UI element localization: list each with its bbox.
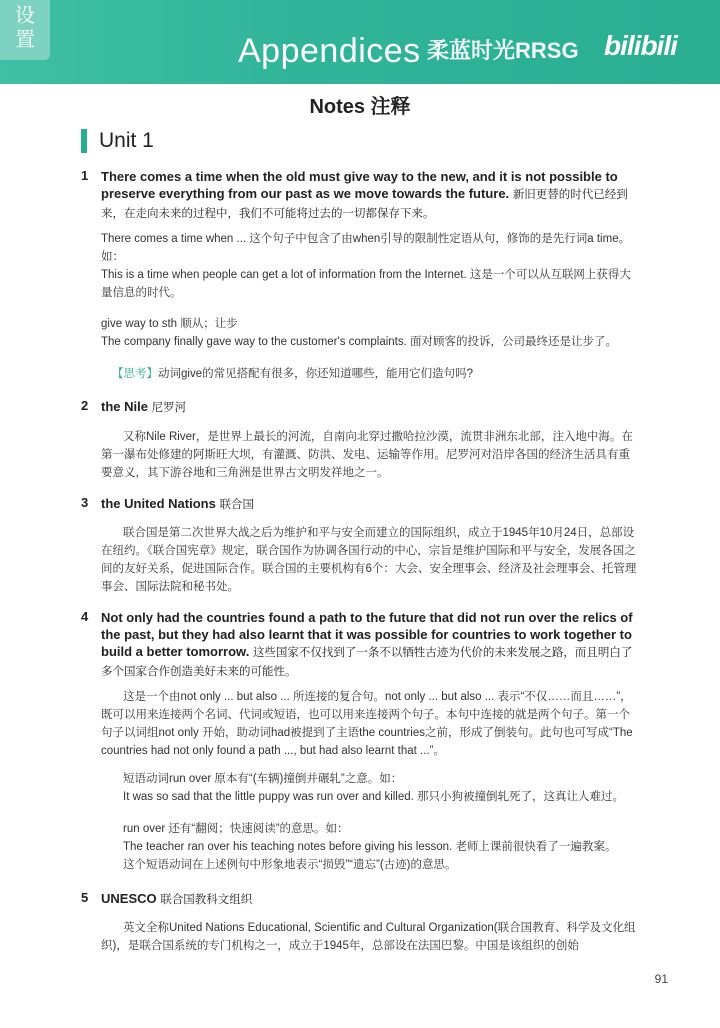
note-number: 1 [81,168,89,183]
note-1-para-1: There comes a time when ... 这个句子中包含了由when引导的限制性定语从句，修饰的是先行词a time。如： [101,233,631,263]
note-4-para-5: The teacher ran over his teaching notes before giving his lesson. 老师上课前很快看了一遍教案。 [123,841,617,853]
unit-heading [81,128,154,154]
note-heading-en: Not only had the countries found a path to the future that did not run over the relics of the past, but they had also learnt that it was possible for countries to work together to build a better tomorrow. [101,610,633,659]
corner-tab-char-2: 置 [15,29,35,51]
note-heading [101,168,641,223]
note-1-para-2: This is a time when people can get a lot of information from the Internet. 这是一个可以从互联网上获得大量信息的时代。 [101,269,631,299]
note-2 [81,398,641,417]
note-1-para-3: give way to sth 顺从；让步 [101,318,238,330]
note-1 [81,168,641,223]
page-number: 91 [654,972,668,986]
note-heading-cn: 联合国教科文组织 [160,894,253,906]
note-2-para-1: 又称Nile River，是世界上最长的河流，自南向北穿过撒哈拉沙漠，流贯非洲东北部，注入地中海。在第一瀑布处修建的阿斯旺大坝，有灌溉、防洪、发电、运输等作用。尼罗河对沿岸各国的经济生活具有重要意义，其下游谷地和三角洲是世界古文明发祥地之一。 [101,431,633,479]
note-4-para-2: 短语动词run over 原本有“(车辆)撞倒并碾轧”之意。如： [123,773,403,785]
note-3-para-1: 联合国是第二次世界大战之后为维护和平与安全而建立的国际组织，成立于1945年10月24日，总部设在纽约。《联合国宪章》规定，联合国作为协调各国行动的中心，宗旨是维护国际和平与安全，发展各国之间的友好关系，促进国际合作。联合国的主要机构有6个：大会、安全理事会、经济及社会理事会、托管理事会、国际法院和秘书处。 [101,527,637,593]
think-text: 动词give的常见搭配有很多，你还知道哪些，能用它们造句吗? [158,368,473,380]
note-1-think [112,365,640,383]
note-heading-en: There comes a time when the old must give way to the new, and it is not possible to preserve everything from our past as we move towards the future. [101,169,618,201]
page-header-band [0,0,720,84]
note-number: 5 [81,890,89,905]
bilibili-logo: bilibili [604,30,677,61]
appendices-title: Appendices [238,32,421,70]
note-5 [81,890,641,909]
unit-accent-bar [81,129,87,153]
note-heading-en: the United Nations [101,496,216,511]
note-4-para-6: 这个短语动词在上述例句中形象地表示“损毁”“遗忘”(古迹)的意思。 [123,859,457,871]
note-4-para-4: run over 还有“翻阅；快速阅读”的意思。如： [123,823,349,835]
note-number: 4 [81,609,89,624]
note-4 [81,609,641,681]
note-number: 3 [81,495,89,510]
note-heading [101,495,641,514]
think-label: 【思考】 [112,368,158,380]
note-heading-cn: 联合国 [219,499,254,511]
note-heading-cn: 这些国家不仅找到了一条不以牺牲古迹为代价的未来发展之路，而且明白了多个国家合作创造美好未来的可能性。 [101,647,633,678]
settings-corner-tab[interactable] [0,0,50,60]
unit-label: Unit 1 [99,129,154,152]
corner-tab-char-1: 设 [15,5,35,27]
note-heading-cn: 新旧更替的时代已经到来，在走向未来的过程中，我们不可能将过去的一切都保存下来。 [101,189,628,220]
note-4-para-3: It was so sad that the little puppy was run over and killed. 那只小狗被撞倒轧死了，这真让人难过。 [123,791,625,803]
watermark-text: 柔蓝时光RRSG [427,38,579,63]
page-title: Notes 注释 [309,96,411,118]
note-4-para-1: 这是一个由not only ... but also ... 所连接的复合句。not only ... but also ... 表示“不仅……而且……”，既可以用来连接两个名词、代词或短语，也可以用来连接两个句子。本句中连接的就是两个句子。第一个句子以词组not only 开始，助动词had被提到了主语the countries之前，形成了倒装句。此句也可写成“The countries had not only found a path ..., but had also learnt that ...”。 [101,691,633,757]
note-heading-en: UNESCO [101,891,157,906]
note-heading-en: the Nile [101,399,148,414]
note-5-para-1: 英文全称United Nations Educational, Scientific and Cultural Organization(联合国教育、科学及文化组织)，是联合国系统的专门机构之一，成立于1945年，总部设在法国巴黎。中国是该组织的创始 [101,922,636,952]
note-3 [81,495,641,514]
note-heading [101,609,641,681]
note-1-para-4: The company finally gave way to the customer's complaints. 面对顾客的投诉，公司最终还是让步了。 [101,336,617,348]
note-heading [101,890,641,909]
note-heading [101,398,641,417]
note-heading-cn: 尼罗河 [151,402,187,414]
note-number: 2 [81,398,89,413]
